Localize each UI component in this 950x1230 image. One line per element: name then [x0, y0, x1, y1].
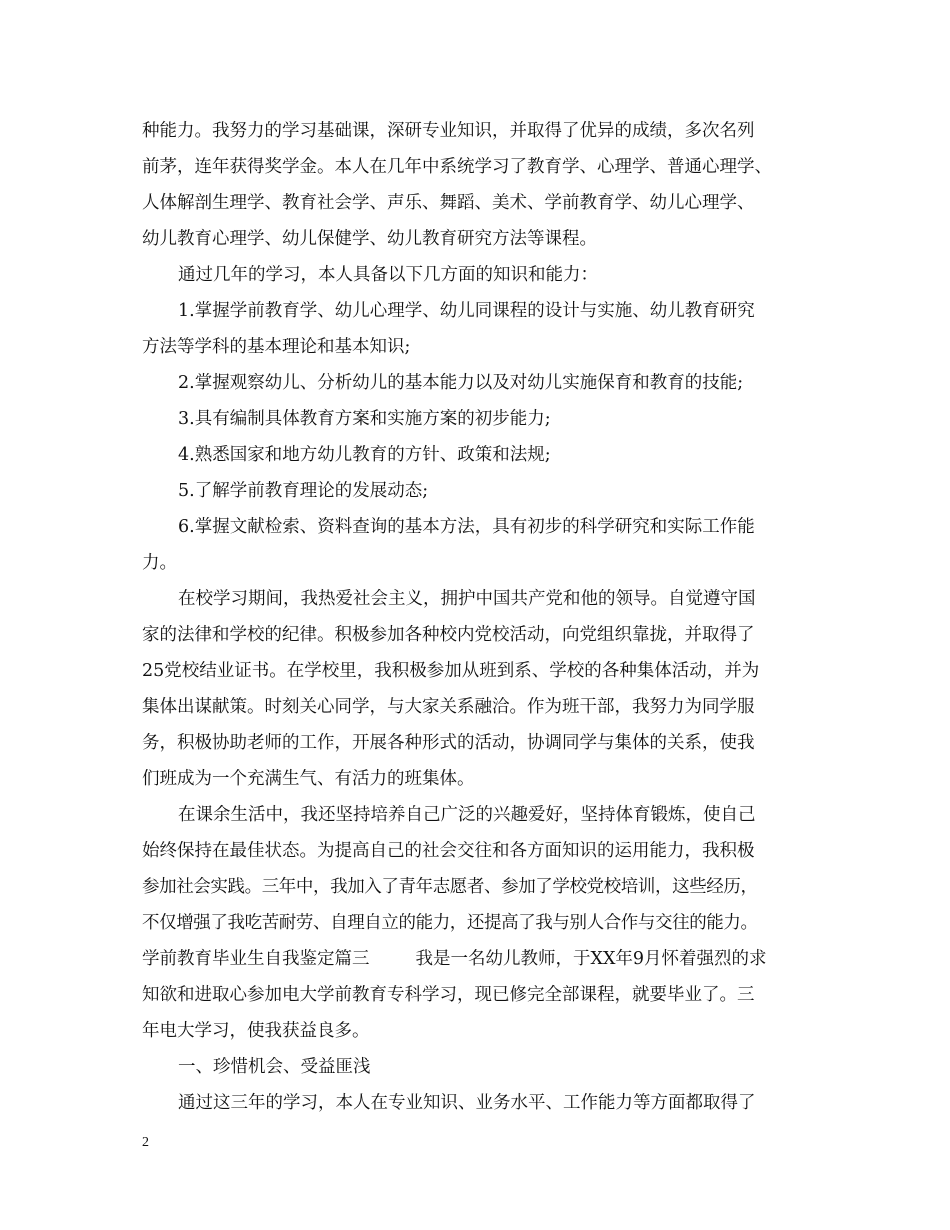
- text-line: 知欲和进取心参加电大学前教育专科学习，现已修完全部课程，就要毕业了。三: [142, 985, 755, 1005]
- text-line: 4.熟悉国家和地方幼儿教育的方针、政策和法规;: [178, 445, 551, 465]
- text-line-with-heading: [142, 941, 822, 977]
- text-line: 年电大学习，使我获益良多。: [142, 1021, 370, 1041]
- text-line: 一、珍惜机会、受益匪浅: [178, 1057, 371, 1077]
- text-line: 在校学习期间，我热爱社会主义，拥护中国共产党和他的领导。自觉遵守国: [178, 589, 756, 609]
- text-line: 力。: [142, 553, 177, 573]
- text-segment: 我是一名幼儿教师，于XX年9月怀着强烈的求: [415, 949, 767, 969]
- text-line: 们班成为一个充满生气、有活力的班集体。: [142, 769, 475, 789]
- text-line: 2.掌握观察幼儿、分析幼儿的基本能力以及对幼儿实施保育和教育的技能;: [178, 373, 744, 393]
- text-line: 3.具有编制具体教育方案和实施方案的初步能力;: [178, 409, 551, 429]
- text-line: 方法等学科的基本理论和基本知识;: [142, 337, 411, 357]
- text-line: 始终保持在最佳状态。为提高自己的社会交往和各方面知识的运用能力，我积极: [142, 841, 755, 861]
- text-line: 参加社会实践。三年中，我加入了青年志愿者、参加了学校党校培训，这些经历，: [142, 877, 758, 897]
- page-number: 2: [142, 1135, 149, 1150]
- text-line: 种能力。我努力的学习基础课，深研专业知识，并取得了优异的成绩，多次名列: [142, 121, 755, 141]
- text-line: 前茅，连年获得奖学金。本人在几年中系统学习了教育学、心理学、普通心理学、: [142, 157, 772, 177]
- text-line: 不仅增强了我吃苦耐劳、自理自立的能力，还提高了我与别人合作与交往的能力。: [142, 913, 758, 933]
- text-line: 6.掌握文献检索、资料查询的基本方法，具有初步的科学研究和实际工作能: [178, 517, 755, 537]
- text-line: 家的法律和学校的纪律。积极参加各种校内党校活动，向党组织靠拢，并取得了: [142, 625, 755, 645]
- text-line: 通过这三年的学习，本人在专业知识、业务水平、工作能力等方面都取得了: [178, 1093, 756, 1113]
- text-line: 集体出谋献策。时刻关心同学，与大家关系融洽。作为班干部，我努力为同学服: [142, 697, 755, 717]
- text-line: 通过几年的学习，本人具备以下几方面的知识和能力：: [178, 265, 598, 285]
- text-line: 1.掌握学前教育学、幼儿心理学、幼儿同课程的设计与实施、幼儿教育研究: [178, 301, 755, 321]
- text-line: 人体解剖生理学、教育社会学、声乐、舞蹈、美术、学前教育学、幼儿心理学、: [142, 193, 755, 213]
- section-heading: 学前教育毕业生自我鉴定篇三: [142, 949, 370, 969]
- text-line: 在课余生活中，我还坚持培养自己广泛的兴趣爱好，坚持体育锻炼，使自己: [178, 805, 756, 825]
- document-body: [142, 113, 822, 1121]
- text-line: 5.了解学前教育理论的发展动态;: [178, 481, 429, 501]
- text-line: 务，积极协助老师的工作，开展各种形式的活动，协调同学与集体的关系，使我: [142, 733, 755, 753]
- text-line: 25党校结业证书。在学校里，我积极参加从班到系、学校的各种集体活动，并为: [142, 661, 760, 681]
- text-line: 幼儿教育心理学、幼儿保健学、幼儿教育研究方法等课程。: [142, 229, 597, 249]
